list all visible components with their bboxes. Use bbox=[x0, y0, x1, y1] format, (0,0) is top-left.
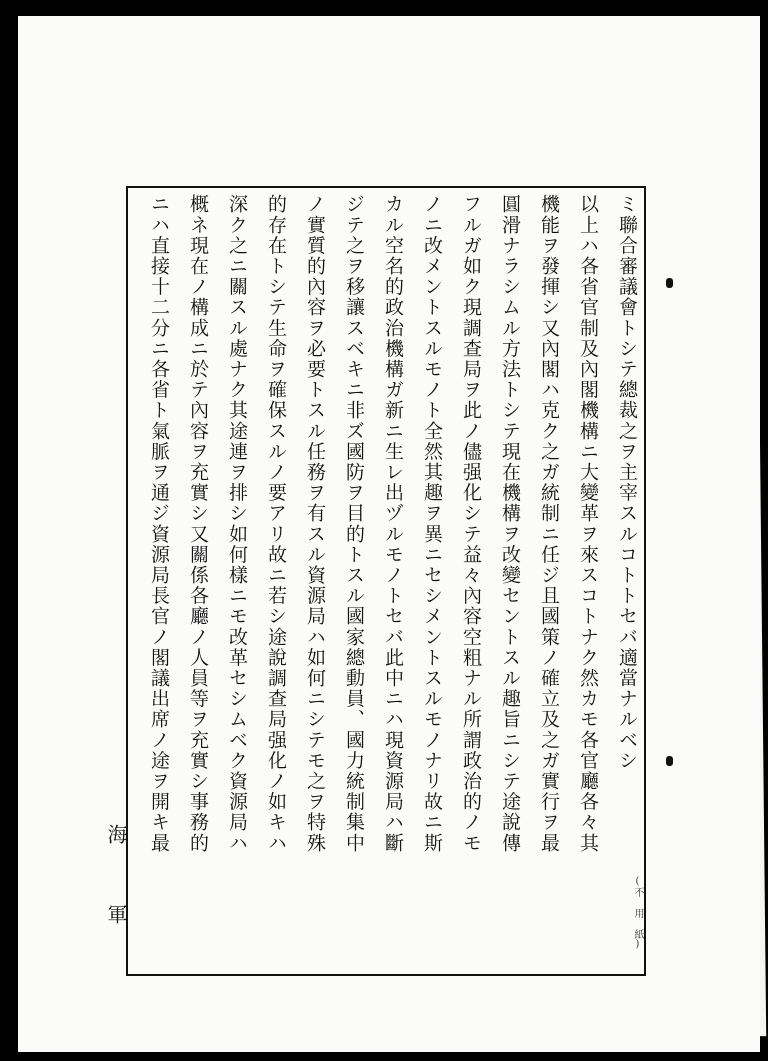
margin-char-navy-1: 海 bbox=[104, 824, 128, 844]
document-page bbox=[18, 16, 760, 1052]
text-column-1: ミ聯合審議會トシテ總裁之ヲ主宰スルコトトセバ適當ナルベシ bbox=[616, 194, 638, 771]
text-column-10: 的存在トシテ生命ヲ確保スルノ要アリ故ニ若シ途說調查局强化ノ如キハ bbox=[265, 194, 287, 854]
text-column-8: ジテ之ヲ移讓スベキニ非ズ國防ヲ目的トスル國家總動員、國力統制集中 bbox=[343, 194, 365, 854]
text-column-3: 機能ヲ發揮シ又內閣ハ克ク之ガ統制ニ任ジ且國策ノ確立及之ガ實行ヲ最 bbox=[538, 194, 560, 854]
text-column-12: 概ネ現在ノ構成ニ於テ內容ヲ充實シ又關係各廳ノ人員等ヲ充實シ事務的 bbox=[187, 194, 209, 854]
text-column-6: ノニ改メントスルモノト全然其趣ヲ異ニセシメントスルモノナリ故ニ斯 bbox=[421, 194, 443, 854]
text-column-4: 圓滑ナラシムル方法トシテ現在機構ヲ改變セントスル趣旨ニシテ途說傳 bbox=[499, 194, 521, 854]
text-column-13: ニハ直接十二分ニ各省ト氣脈ヲ通ジ資源局長官ノ閣議出席ノ途ヲ開キ最 bbox=[148, 194, 170, 854]
punch-hole-mark bbox=[666, 756, 673, 766]
text-frame bbox=[126, 186, 646, 976]
text-column-5: フルガ如ク現調查局ヲ此ノ儘强化シテ益々內容空粗ナル所謂政治的ノモ bbox=[460, 194, 482, 854]
margin-char-navy-2: 軍 bbox=[104, 904, 128, 924]
text-column-2: 以上ハ各省官制及內閣機構ニ大變革ヲ來スコトナク然カモ各官廳各々其 bbox=[577, 194, 599, 854]
punch-hole-mark bbox=[666, 278, 673, 288]
paper-stamp: (不 用 紙) bbox=[632, 876, 643, 950]
text-column-9: ノ實質的內容ヲ必要トスル任務ヲ有スル資源局ハ如何ニシテモ之ヲ特殊 bbox=[304, 194, 326, 854]
text-column-7: カル空名的政治機構ガ新ニ生レ出ヅルモノトセバ此中ニハ現資源局ハ斷 bbox=[382, 194, 404, 854]
text-column-11: 深ク之ニ關スル處ナク其途連ヲ排シ如何樣ニモ改革セシムベク資源局ハ bbox=[226, 194, 248, 854]
